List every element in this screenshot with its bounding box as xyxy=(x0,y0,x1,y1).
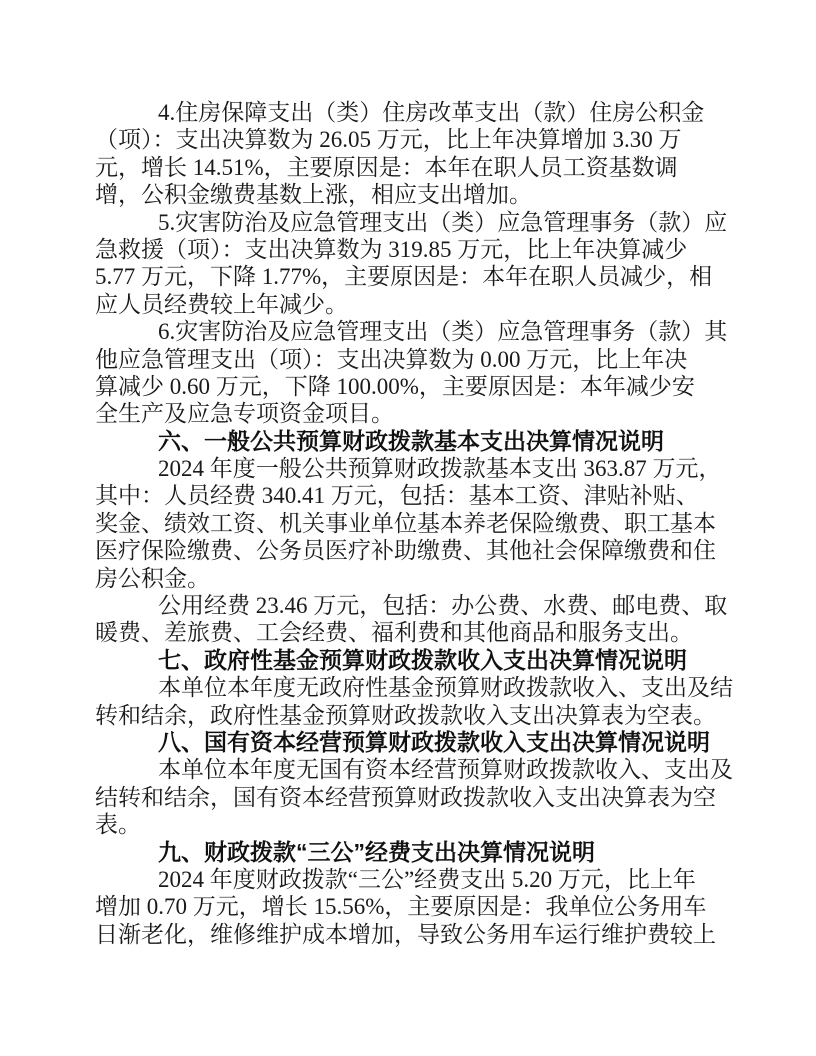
section-heading-8: 八、国有资本经营预算财政拨款收入支出决算情况说明 xyxy=(158,728,710,755)
text-line: 元，增长 14.51%，主要原因是：本年在职人员工资基数调 xyxy=(95,154,678,180)
text-line: 他应急管理支出（项）：支出决算数为 0.00 万元，比上年决 xyxy=(95,346,688,372)
text-line: 急救援（项）：支出决算数为 319.85 万元，比上年决算减少 xyxy=(95,236,688,262)
text-line: 2024 年度一般公共预算财政拨款基本支出 363.87 万元， xyxy=(158,456,722,482)
text-line: 暖费、差旅费、工会经费、福利费和其他商品和服务支出。 xyxy=(95,620,693,646)
text-line: 6.灾害防治及应急管理支出（类）应急管理事务（款）其 xyxy=(158,319,728,345)
text-line: 5.灾害防治及应急管理支出（类）应急管理事务（款）应 xyxy=(158,209,728,235)
section-heading-9: 九、财政拨款“三公”经费支出决算情况说明 xyxy=(158,838,595,865)
section-heading-6: 六、一般公共预算财政拨款基本支出决算情况说明 xyxy=(158,427,664,454)
text-line: 其中：人员经费 340.41 万元，包括：基本工资、津贴补贴、 xyxy=(95,483,699,509)
text-line: 日渐老化，维修维护成本增加，导致公务用车运行维护费较上 xyxy=(95,921,716,947)
section-heading-7: 七、政府性基金预算财政拨款收入支出决算情况说明 xyxy=(158,646,687,673)
text-line: 5.77 万元，下降 1.77%，主要原因是：本年在职人员减少，相 xyxy=(95,264,713,290)
document-body xyxy=(95,99,733,948)
text-line: 全生产及应急专项资金项目。 xyxy=(95,401,394,427)
text-line: 2024 年度财政拨款“三公”经费支出 5.20 万元，比上年 xyxy=(158,866,696,892)
text-line: 公用经费 23.46 万元，包括：办公费、水费、邮电费、取 xyxy=(158,593,728,619)
text-line: 4.住房保障支出（类）住房改革支出（款）住房公积金 xyxy=(158,100,705,125)
text-line: 本单位本年度无国有资本经营预算财政拨款收入、支出及 xyxy=(158,757,733,783)
text-line: 算减少 0.60 万元，下降 100.00%，主要原因是：本年减少安 xyxy=(95,373,695,399)
text-line: 转和结余，政府性基金预算财政拨款收入支出决算表为空表。 xyxy=(95,702,716,728)
text-line: 奖金、绩效工资、机关事业单位基本养老保险缴费、职工基本 xyxy=(95,510,716,536)
text-line: 医疗保险缴费、公务员医疗补助缴费、其他社会保障缴费和住 xyxy=(95,538,716,564)
text-line: 增，公积金缴费基数上涨，相应支出增加。 xyxy=(95,182,532,208)
text-line: 增加 0.70 万元，增长 15.56%，主要原因是：我单位公务用车 xyxy=(95,894,707,920)
text-line: （项）：支出决算数为 26.05 万元，比上年决算增加 3.30 万 xyxy=(95,127,682,153)
text-line: 应人员经费较上年减少。 xyxy=(95,291,348,317)
text-line: 表。 xyxy=(95,812,141,838)
text-line: 本单位本年度无政府性基金预算财政拨款收入、支出及结 xyxy=(158,675,733,701)
text-line: 结转和结余，国有资本经营预算财政拨款收入支出决算表为空 xyxy=(95,784,716,810)
text-line: 房公积金。 xyxy=(95,565,210,591)
